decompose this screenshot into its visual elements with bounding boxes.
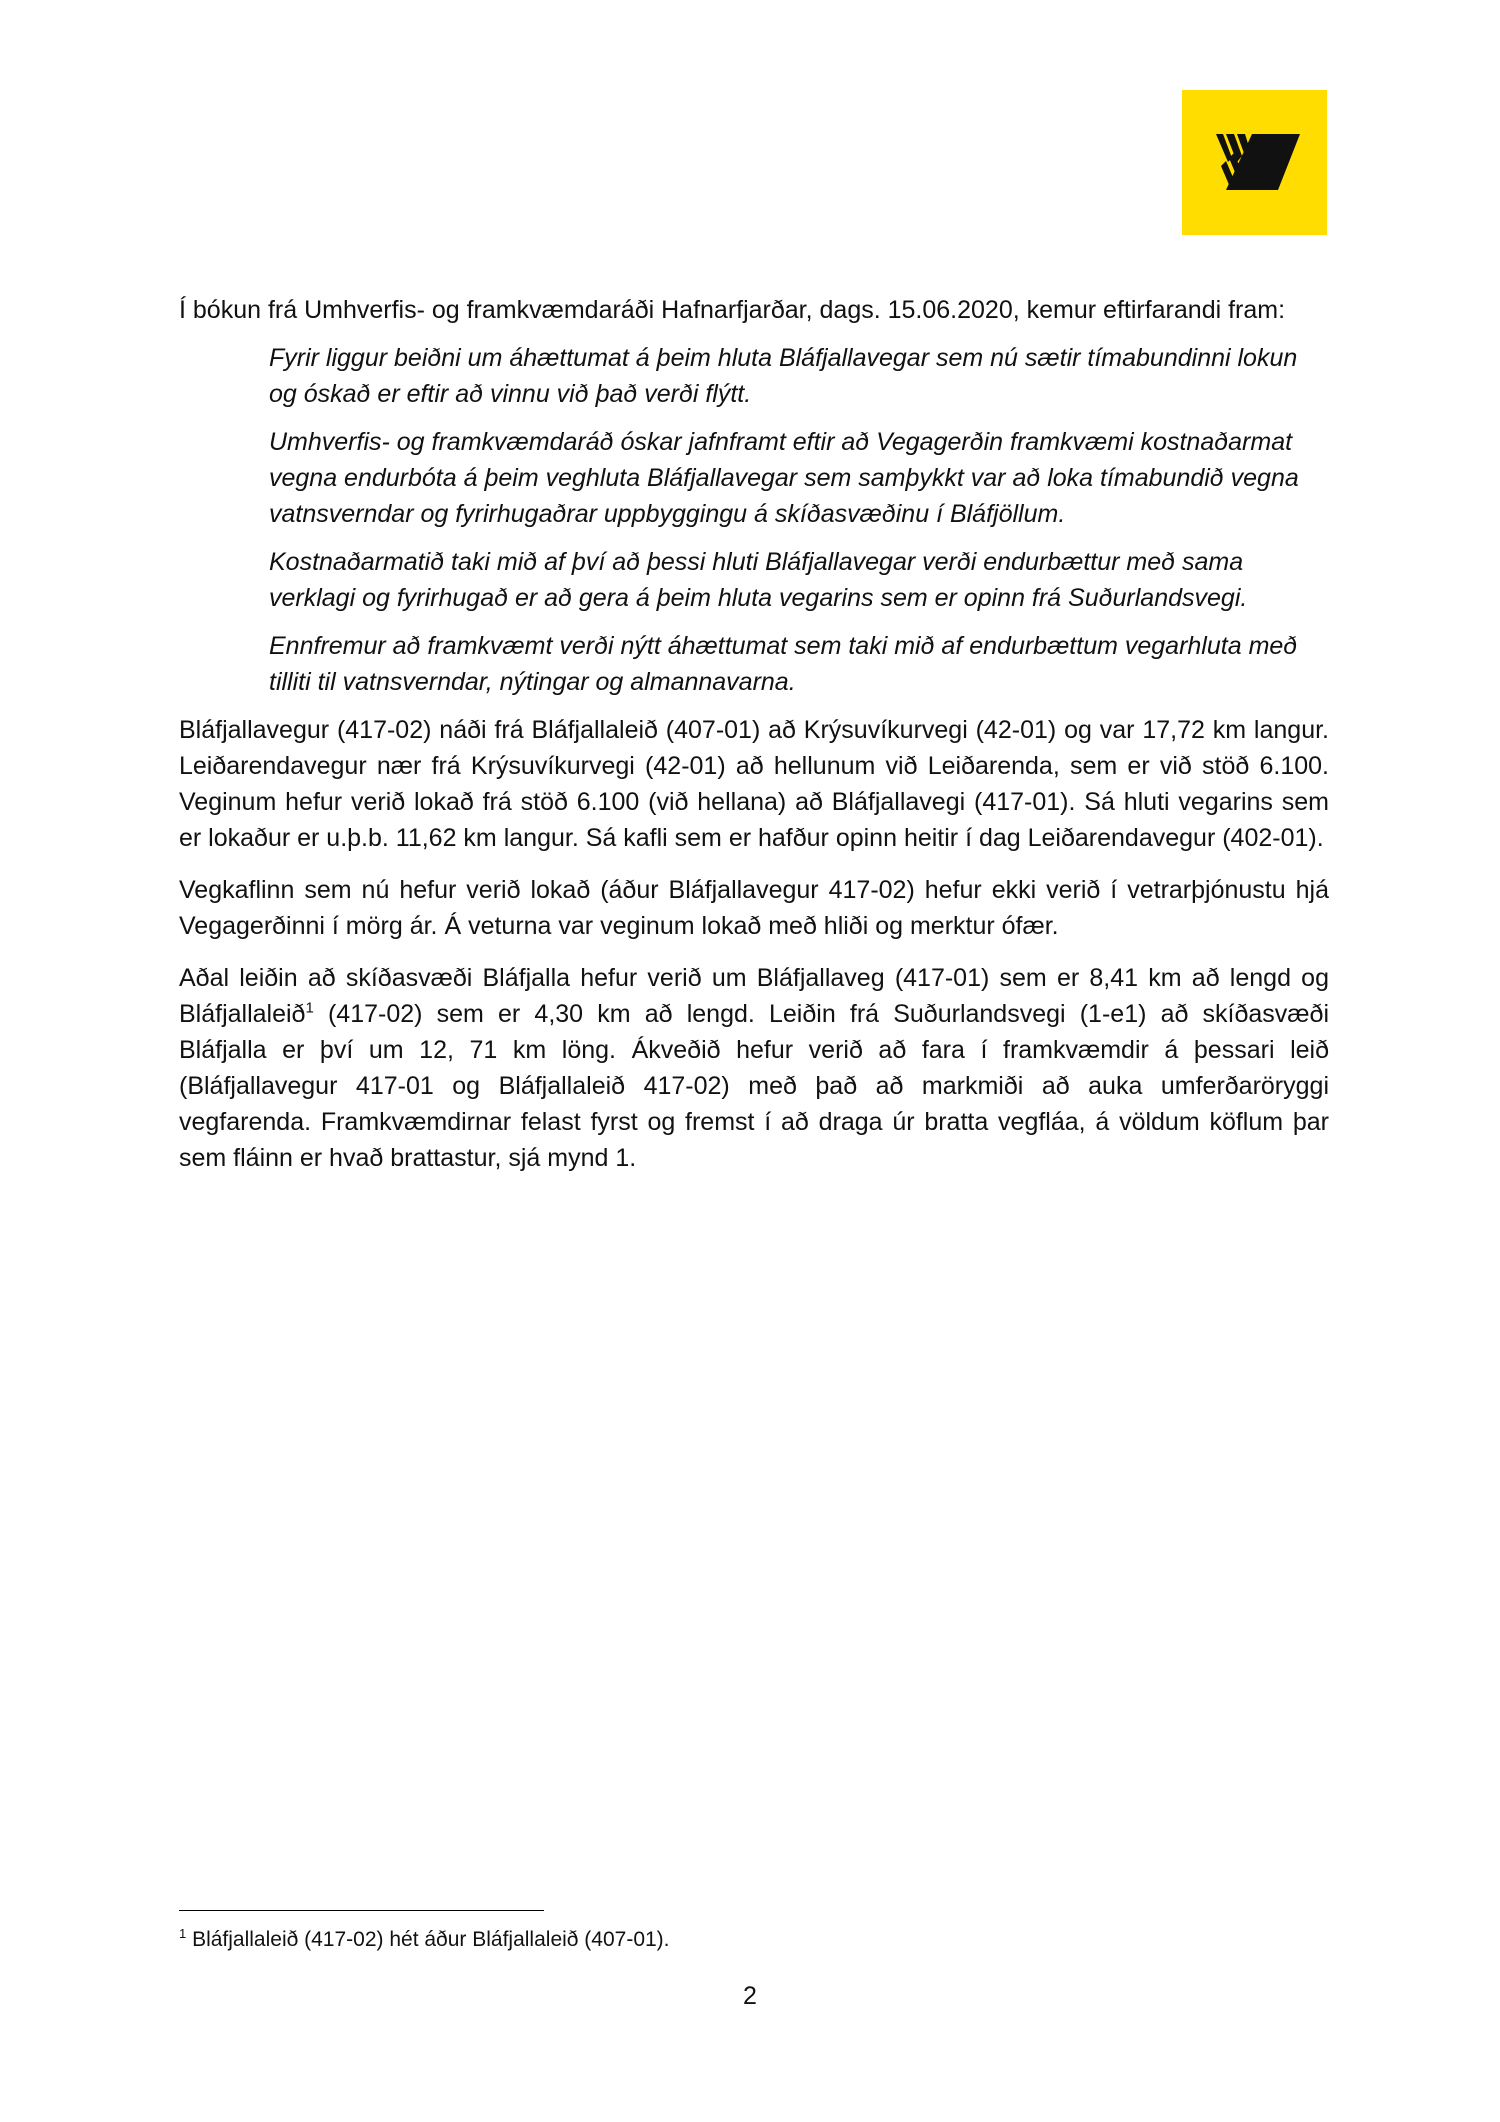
footnote-reference[interactable]: 1 [305, 999, 314, 1017]
body-paragraph-road-history: Bláfjallavegur (417-02) náði frá Bláfjallaleið (407-01) að Krýsuvíkurvegi (42-01) og var 17,72 km langur. Leiðarendavegur nær frá Krýsuvíkurvegi (42-01) að hellunum við Leiðarenda, sem er við stöð 6.100. Veginum hefur verið lokað frá stöð 6.100 (við hellana) að Bláfjallavegi (417-01). Sá hluti vegarins sem er lokaður er u.þ.b. 11,62 km langur. Sá kafli sem er hafður opinn heitir í dag Leiðarendavegur (402-01). [179, 716, 1329, 852]
quote-paragraph: Fyrir liggur beiðni um áhættumat á þeim hluta Bláfjallavegar sem nú sætir tímabundinni lokun og óskað er eftir að vinnu við það verði flýtt. [269, 344, 1298, 408]
footnote-number: 1 [179, 1926, 187, 1941]
quote-paragraph: Umhverfis- og framkvæmdaráð óskar jafnframt eftir að Vegagerðin framkvæmi kostnaðarmat vegna endurbóta á þeim veghluta Bláfjallavegar sem samþykkt var að loka tímabundið vegna vatnsverndar og fyrirhugaðrar uppbyggingu á skíðasvæðinu í Bláfjöllum. [269, 428, 1299, 528]
intro-sentence: Í bókun frá Umhverfis- og framkvæmdaráði Hafnarfjarðar, dags. 15.06.2020, kemur eftirfarandi fram: [179, 296, 1286, 324]
footnote-divider [179, 1910, 544, 1911]
body-paragraph-main-route [179, 960, 1329, 1176]
footnote-text: Bláfjallaleið (417-02) hét áður Bláfjallaleið (407-01). [186, 1928, 670, 1951]
footnote [179, 1925, 670, 1955]
document-body [179, 292, 1329, 1192]
main-route-text-end: (417-02) sem er 4,30 km að lengd. Leiðin frá Suðurlandsvegi (1-e1) að skíðasvæði Bláfjalla er því um 12, 71 km löng. Ákveðið hefur verið að fara í framkvæmdir á þessari leið (Bláfjallavegur 417-01 og Bláfjallaleið 417-02) með það að markmiði að auka umferðaröryggi vegfarenda. Framkvæmdirnar felast fyrst og fremst í að draga úr bratta vegfláa, á völdum köflum þar sem fláinn er hvað brattastur, sjá mynd 1. [179, 1000, 1329, 1172]
quote-paragraph: Kostnaðarmatið taki mið af því að þessi hluti Bláfjallavegar verði endurbættur með sama verklagi og fyrirhugað er að gera á þeim hluta vegarins sem er opinn frá Suðurlandsvegi. [269, 548, 1248, 612]
quote-paragraph: Ennfremur að framkvæmt verði nýtt áhættumat sem taki mið af endurbættum vegarhluta með tilliti til vatnsverndar, nýtingar og almannavarna. [269, 632, 1298, 696]
main-route-text-start: Aðal leiðin að skíðasvæði Bláfjalla hefur verið um Bláfjallaveg (417-01) sem er 8,41 km að lengd og Bláfjallaleið [179, 964, 1329, 1028]
page-number: 2 [743, 1982, 757, 2010]
vegagerdin-logo-icon [1182, 90, 1327, 235]
body-paragraph-winter-service: Vegkaflinn sem nú hefur verið lokað (áður Bláfjallavegur 417-02) hefur ekki verið í vetrarþjónustu hjá Vegagerðinni í mörg ár. Á veturna var veginum lokað með hliði og merktur ófær. [179, 876, 1329, 940]
